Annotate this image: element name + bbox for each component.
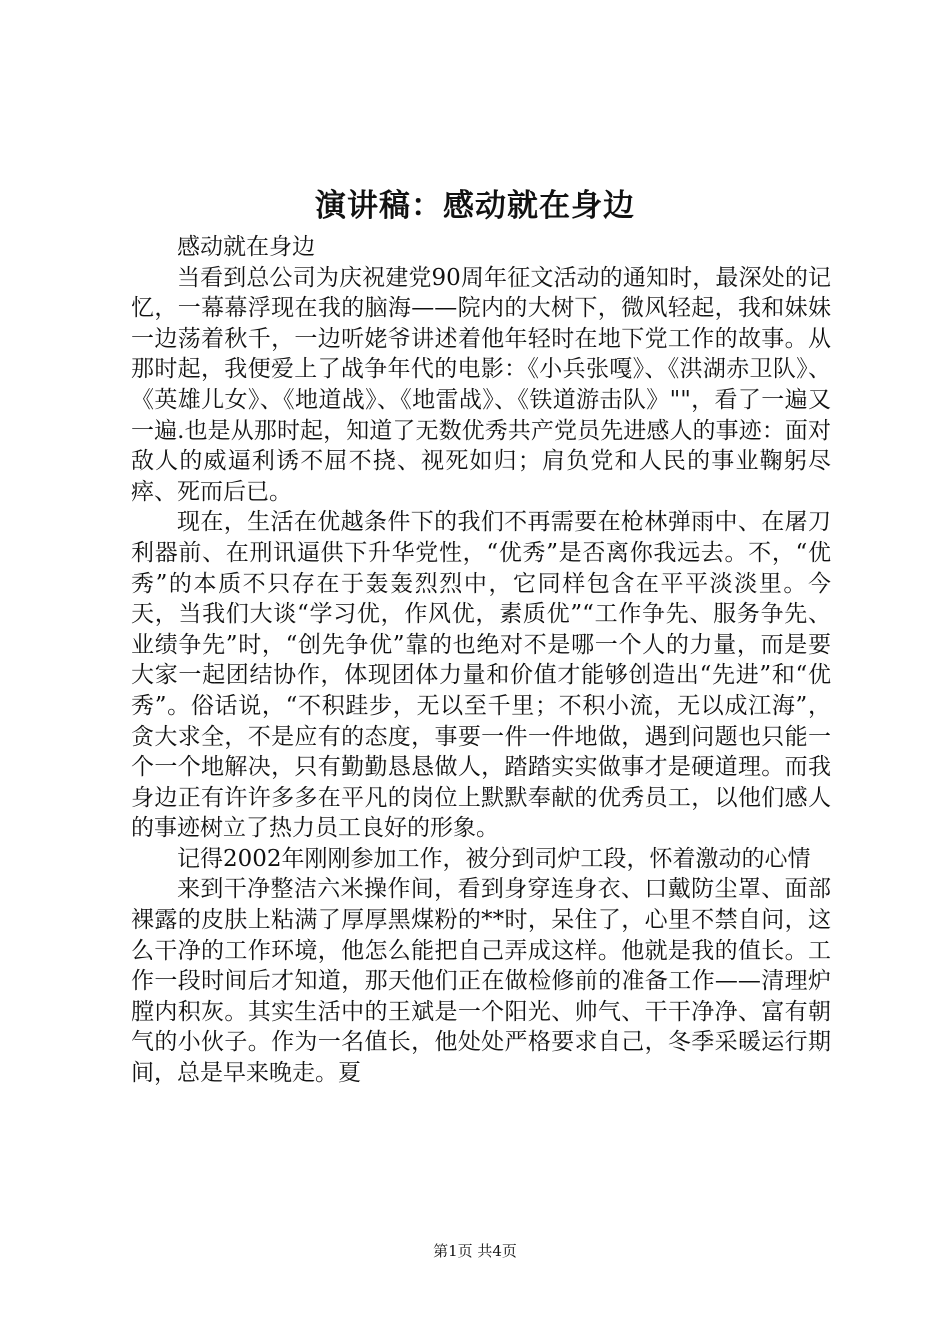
document-body (131, 232, 831, 1089)
paragraph: 记得2002年刚刚参加工作，被分到司炉工段，怀着激动的心情 (177, 845, 811, 872)
paragraph: 现在，生活在优越条件下的我们不再需要在枪林弹雨中、在屠刀利器前、在刑讯逼供下升华党性，“优秀”是否离你我远去。不，“优秀”的本质不只存在于轰轰烈烈中，它同样包含在平平淡淡里。今天，当我们大谈“学习优，作风优，素质优”“工作争先、服务争先、业绩争先”时，“创先争优”靠的也绝对不是哪一个人的力量，而是要大家一起团结协作，体现团体力量和价值才能够创造出“先进”和“优秀”。俗话说，“不积跬步，无以至千里；不积小流，无以成江海”，贪大求全，不是应有的态度，事要一件一件地做，遇到问题也只能一个一个地解决，只有勤勤恳恳做人，踏踏实实做事才是硬道理。而我身边正有许许多多在平凡的岗位上默默奉献的优秀员工，以他们感人的事迹树立了热力员工良好的形象。 (131, 509, 831, 842)
page-footer: 第1页 共4页 (433, 1242, 517, 1260)
paragraph: 当看到总公司为庆祝建党90周年征文活动的通知时，最深处的记忆，一幕幕浮现在我的脑海——院内的大树下，微风轻起，我和妹妹一边荡着秋千，一边听姥爷讲述着他年轻时在地下党工作的故事。从那时起，我便爱上了战争年代的电影：《小兵张嘎》、《洪湖赤卫队》、《英雄儿女》、《地道战》、《地雷战》、《铁道游击队》""，看了一遍又一遍.也是从那时起，知道了无数优秀共产党员先进感人的事迹：面对敌人的威逼利诱不屈不挠、视死如归；肩负党和人民的事业鞠躬尽瘁、死而后已。 (131, 264, 831, 505)
paragraph: 来到干净整洁六米操作间，看到身穿连身衣、口戴防尘罩、面部裸露的皮肤上粘满了厚厚黑煤粉的**时，呆住了，心里不禁自问，这么干净的工作环境，他怎么能把自己弄成这样。他就是我的值长。工作一段时间后才知道，那天他们正在做检修前的准备工作——清理炉膛内积灰。其实生活中的王斌是一个阳光、帅气、干干净净、富有朝气的小伙子。作为一名值长，他处处严格要求自己，冬季采暖运行期间，总是早来晚走。夏 (131, 876, 831, 1087)
document-title: 演讲稿：感动就在身边 (315, 188, 635, 224)
paragraph-subtitle: 感动就在身边 (177, 234, 315, 260)
